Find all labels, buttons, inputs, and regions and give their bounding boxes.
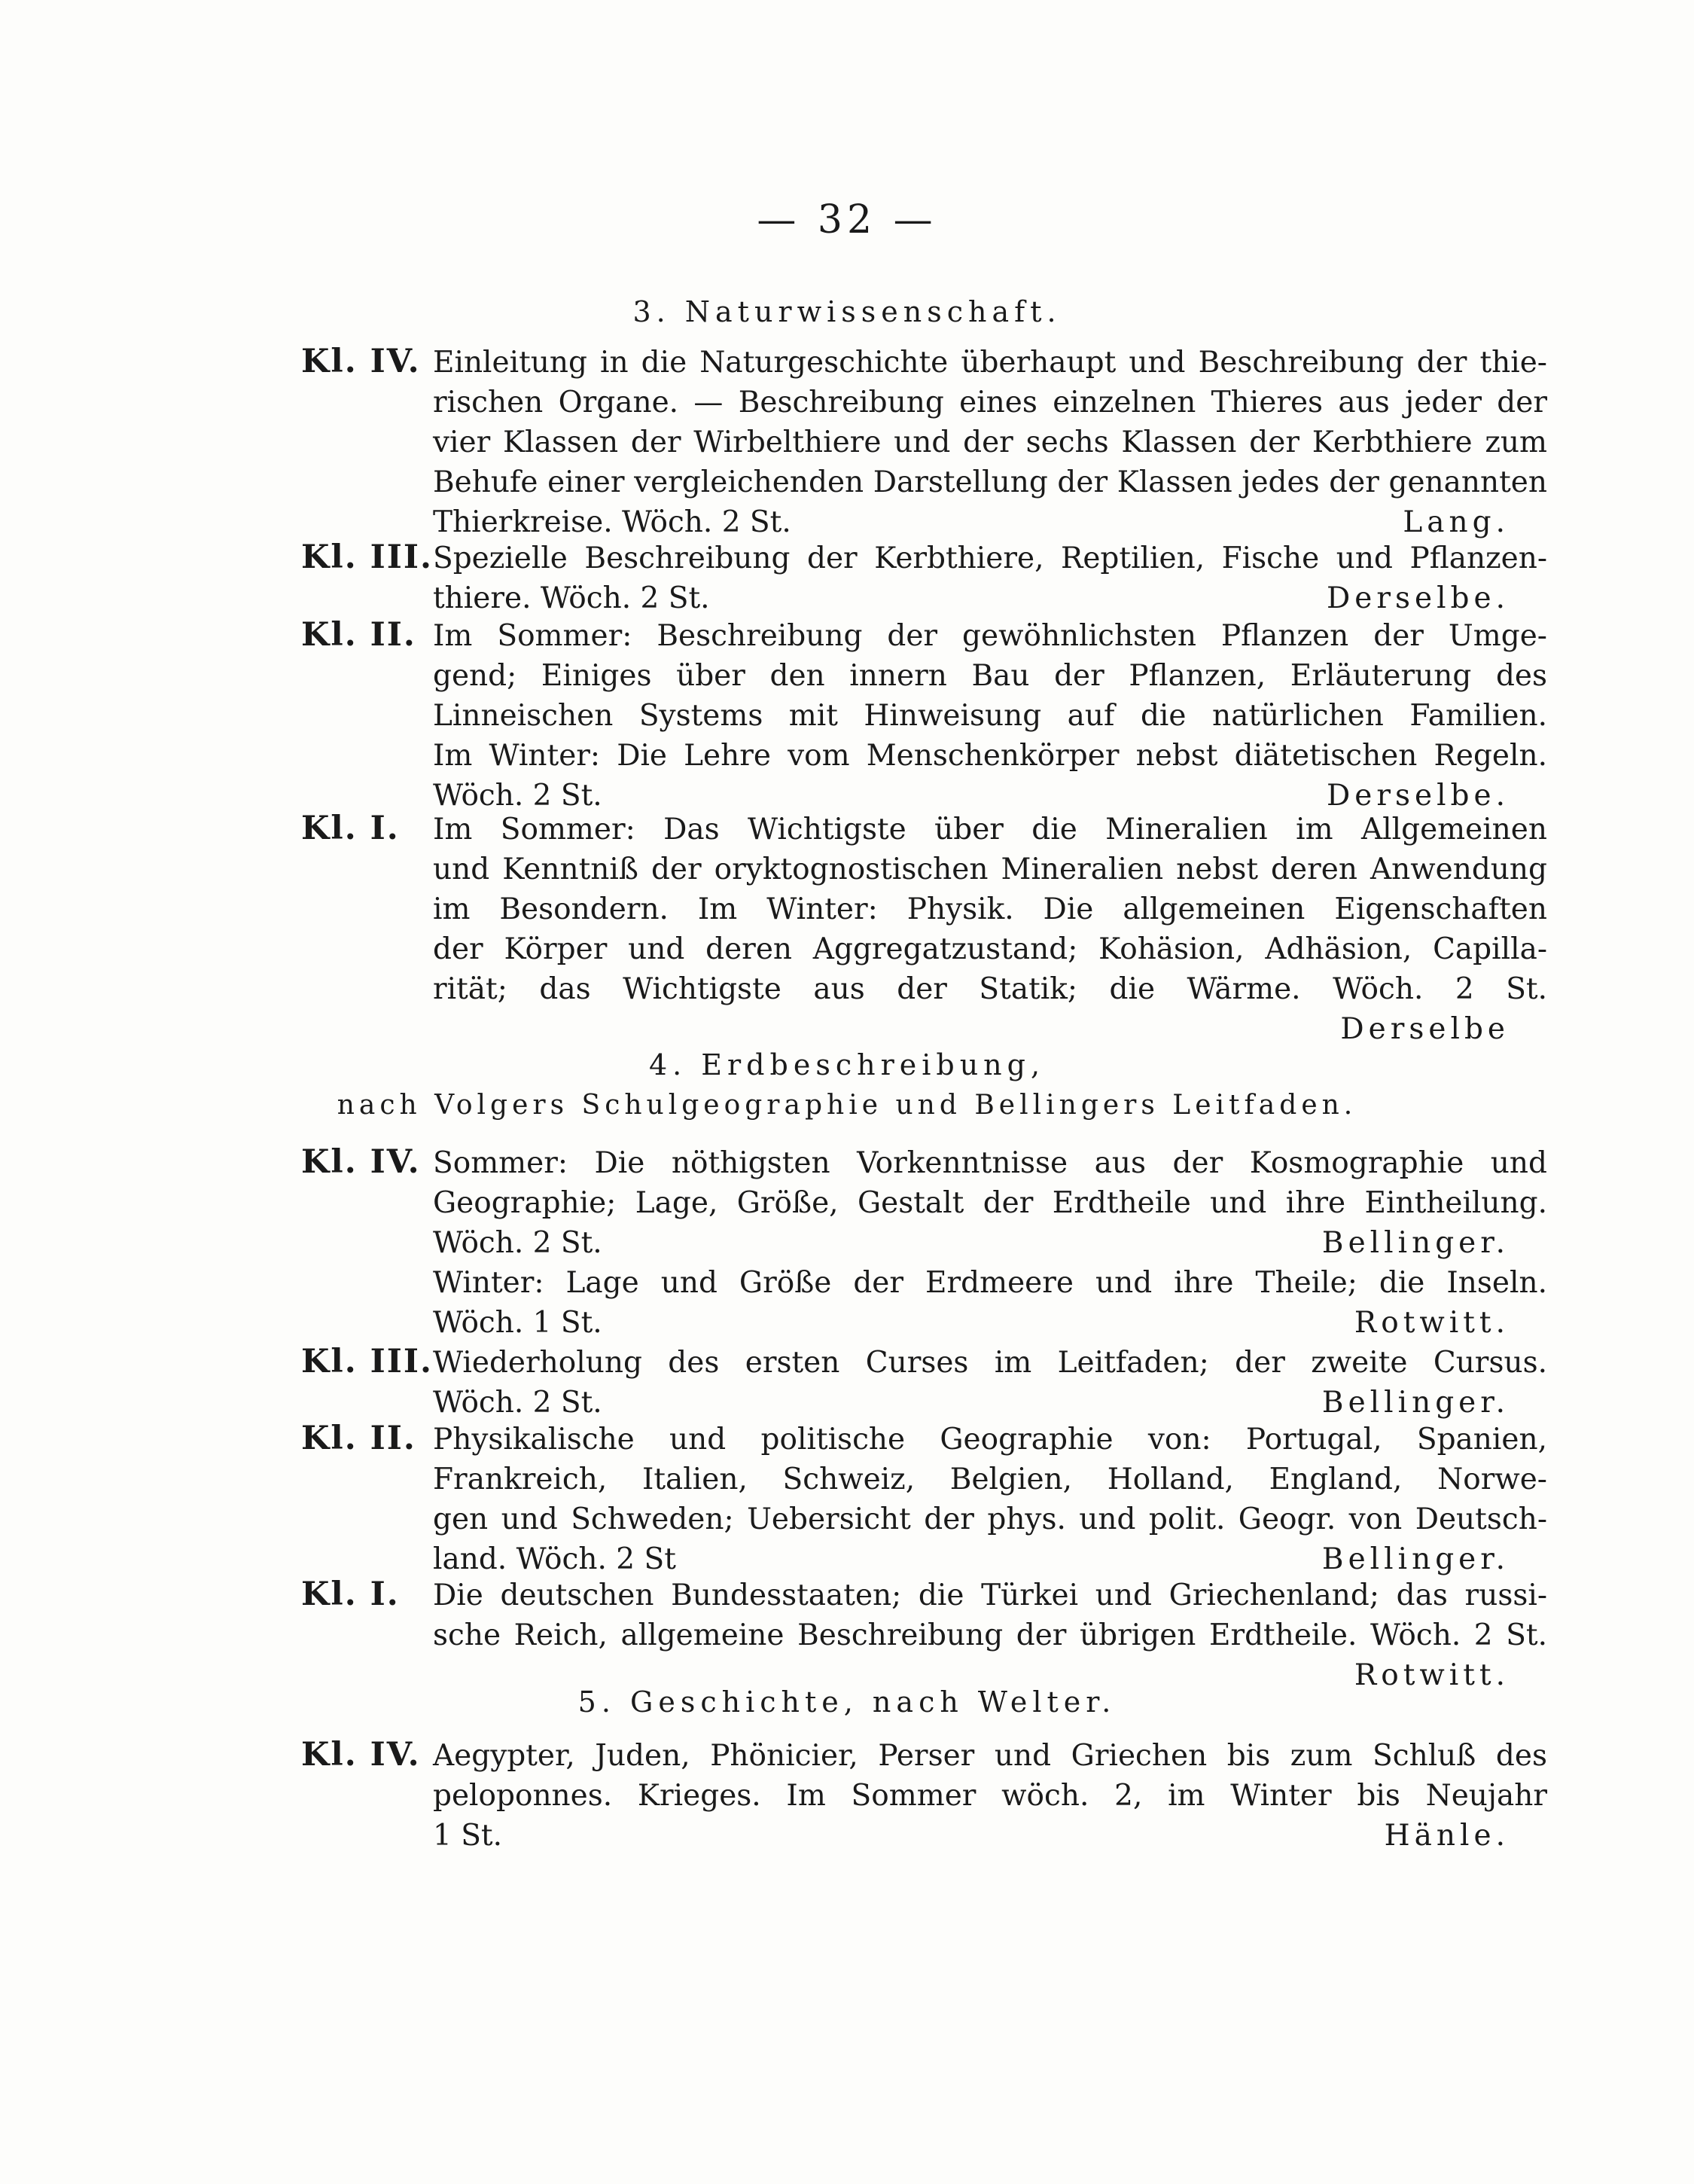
- text-line: rität; das Wichtigste aus der Statik; die Wärme. Wöch. 2 St.: [433, 972, 1547, 1006]
- entry-text: [433, 1420, 1547, 1579]
- text-line: sche Reich, allgemeine Beschreibung der übrigen Erdtheile. Wöch. 2 St.: [433, 1618, 1547, 1652]
- entry-natur-kl-i: [301, 810, 1589, 1049]
- teacher-name: Derselbe.: [1326, 779, 1510, 813]
- class-label: Kl. II.: [301, 1420, 416, 1457]
- text-line: [433, 1383, 1547, 1423]
- text-line: peloponnes. Krieges. Im Sommer wöch. 2, im Winter bis Neujahr: [433, 1779, 1547, 1813]
- text-line: gen und Schweden; Uebersicht der phys. und polit. Geogr. von Deutsch-: [433, 1502, 1547, 1536]
- text-line: und Kenntniß der oryktognostischen Mineralien nebst deren Anwendung: [433, 853, 1547, 886]
- entry-text: [433, 616, 1547, 816]
- section-subheading-erdbeschreibung: nach Volgers Schulgeographie und Bellingers Leitfaden.: [337, 1090, 1357, 1121]
- text-line: gend; Einiges über den innern Bau der Pflanzen, Erläuterung des: [433, 659, 1547, 693]
- text-line: [433, 578, 1547, 618]
- entry-text: [433, 538, 1547, 618]
- text-line: Die deutschen Bundesstaaten; die Türkei und Griechenland; das russi-: [433, 1579, 1547, 1612]
- text-line: Im Sommer: Beschreibung der gewöhnlichsten Pflanzen der Umge-: [433, 619, 1547, 653]
- text-line-end: Wöch. 2 St.: [433, 779, 602, 813]
- text-line: Aegypter, Juden, Phönicier, Perser und Griechen bis zum Schluß des: [433, 1739, 1547, 1773]
- text-line: Geographie; Lage, Größe, Gestalt der Erdtheile und ihre Eintheilung.: [433, 1186, 1547, 1220]
- text-line: Sommer: Die nöthigsten Vorkenntnisse aus der Kosmographie und: [433, 1146, 1547, 1180]
- text-line: Winter: Lage und Größe der Erdmeere und ihre Theile; die Inseln.: [433, 1266, 1547, 1300]
- text-line-end: land. Wöch. 2 St: [433, 1542, 676, 1576]
- text-line: [433, 502, 1547, 542]
- text-line: [433, 1539, 1547, 1579]
- text-line: der Körper und deren Aggregatzustand; Kohäsion, Adhäsion, Capilla-: [433, 932, 1547, 966]
- teacher-name: Bellinger.: [1321, 1386, 1510, 1420]
- entry-natur-kl-ii: [301, 616, 1589, 816]
- entry-text: [433, 1143, 1547, 1343]
- entry-gesch-kl-iv: [301, 1736, 1589, 1856]
- teacher-name: Derselbe.: [1326, 581, 1510, 615]
- text-line-end: thiere. Wöch. 2 St.: [433, 581, 710, 615]
- page-number: — 32 —: [757, 197, 937, 242]
- text-line: [433, 1303, 1547, 1343]
- text-line: Im Sommer: Das Wichtigste über die Mineralien im Allgemeinen: [433, 813, 1547, 846]
- text-line: rischen Organe. — Beschreibung eines einzelnen Thieres aus jeder der: [433, 386, 1547, 419]
- text-line: Spezielle Beschreibung der Kerbthiere, Reptilien, Fische und Pflanzen-: [433, 541, 1547, 575]
- teacher-name: Lang.: [1403, 505, 1510, 539]
- entry-text: [433, 343, 1547, 542]
- text-line: Linneischen Systems mit Hinweisung auf die natürlichen Familien.: [433, 699, 1547, 733]
- text-line-end: Wöch. 1 St.: [433, 1306, 602, 1340]
- text-line: Im Winter: Die Lehre vom Menschenkörper nebst diätetischen Regeln.: [433, 739, 1547, 773]
- teacher-name: Derselbe: [1340, 1012, 1510, 1046]
- class-label: Kl. III.: [301, 538, 433, 576]
- class-label: Kl. I.: [301, 1575, 400, 1613]
- text-line: Behufe einer vergleichenden Darstellung der Klassen jedes der genannten: [433, 465, 1547, 499]
- entry-text: [433, 1343, 1547, 1423]
- text-line-end: Wöch. 2 St.: [433, 1226, 602, 1260]
- text-line: Einleitung in die Naturgeschichte überhaupt und Beschreibung der thie-: [433, 346, 1547, 380]
- text-line: vier Klassen der Wirbelthiere und der sechs Klassen der Kerbthiere zum: [433, 426, 1547, 459]
- entry-erd-kl-iii: [301, 1343, 1589, 1423]
- teacher-name: Rotwitt.: [1354, 1658, 1510, 1692]
- entry-natur-kl-iv: [301, 343, 1589, 542]
- class-label: Kl. IV.: [301, 1736, 421, 1774]
- class-label: Kl. III.: [301, 1343, 433, 1380]
- class-label: Kl. II.: [301, 616, 416, 654]
- class-label: Kl. I.: [301, 810, 400, 847]
- class-label: Kl. IV.: [301, 343, 421, 380]
- teacher-name: Bellinger.: [1321, 1542, 1510, 1576]
- entry-text: [433, 1736, 1547, 1856]
- teacher-name: Rotwitt.: [1354, 1306, 1510, 1340]
- entry-erd-kl-iv: [301, 1143, 1589, 1343]
- class-label: Kl. IV.: [301, 1143, 421, 1181]
- section-heading-erdbeschreibung: 4. Erdbeschreibung,: [648, 1048, 1046, 1081]
- entry-erd-kl-i: [301, 1575, 1589, 1695]
- text-line-end: 1 St.: [433, 1819, 502, 1853]
- text-line-end: Thierkreise. Wöch. 2 St.: [433, 505, 791, 539]
- text-line-end: Wöch. 2 St.: [433, 1386, 602, 1420]
- text-line: [433, 1223, 1547, 1263]
- text-line: Physikalische und politische Geographie von: Portugal, Spanien,: [433, 1423, 1547, 1457]
- section-heading-geschichte: 5. Geschichte, nach Welter.: [577, 1685, 1117, 1719]
- section-heading-naturwissenschaft: 3. Naturwissenschaft.: [632, 295, 1062, 328]
- entry-natur-kl-iii: [301, 538, 1589, 618]
- text-line: im Besondern. Im Winter: Physik. Die allgemeinen Eigenschaften: [433, 892, 1547, 926]
- text-line: [433, 1816, 1547, 1856]
- entry-text: [433, 810, 1547, 1049]
- text-line: Wiederholung des ersten Curses im Leitfaden; der zweite Cursus.: [433, 1346, 1547, 1380]
- teacher-name: Bellinger.: [1321, 1226, 1510, 1260]
- entry-erd-kl-ii: [301, 1420, 1589, 1579]
- teacher-name: Hänle.: [1384, 1819, 1510, 1853]
- text-line: Frankreich, Italien, Schweiz, Belgien, Holland, England, Norwe-: [433, 1463, 1547, 1496]
- entry-text: [433, 1575, 1547, 1695]
